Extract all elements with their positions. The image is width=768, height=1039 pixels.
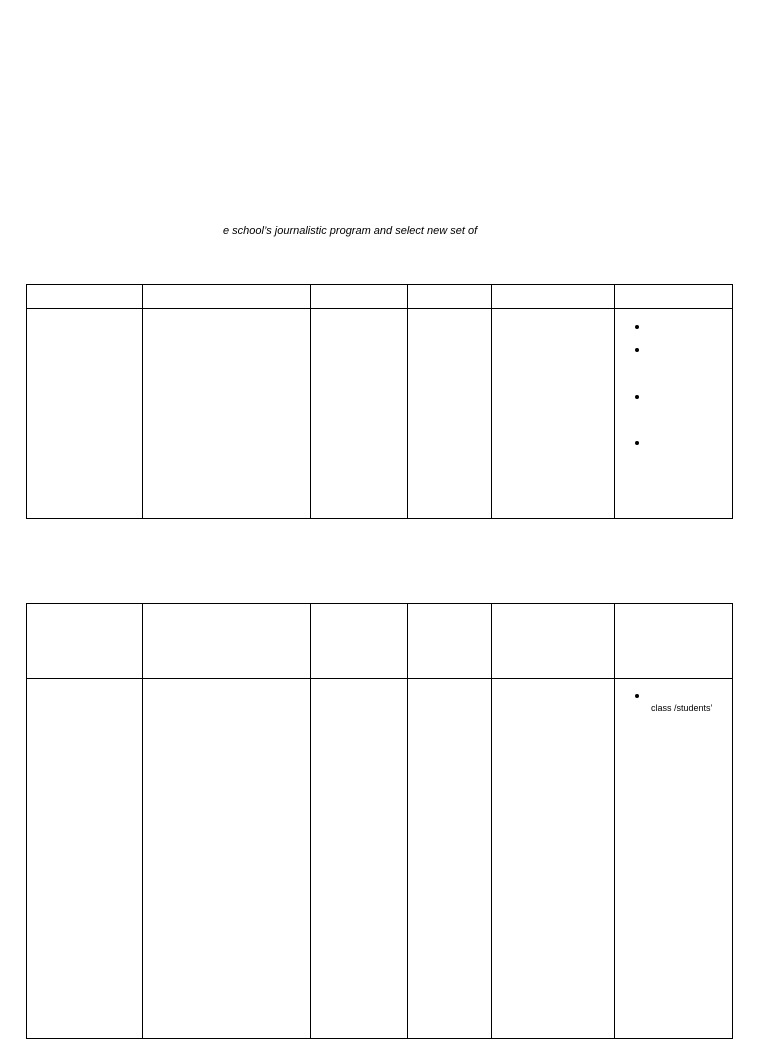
table-1-header-cell — [143, 285, 311, 309]
bullet-icon — [635, 441, 641, 447]
table-1-body-row — [27, 309, 733, 519]
table-1 — [26, 284, 733, 519]
table-1-body-cell — [143, 309, 311, 519]
intro-text: e school’s journalistic program and select new set of — [223, 225, 478, 237]
bullet-icon — [635, 325, 641, 331]
table-2-header-cell — [615, 604, 733, 679]
table-2-header-cell — [408, 604, 492, 679]
table-2-header-row — [27, 604, 733, 679]
bullet-icon — [635, 694, 641, 700]
table-1-bullet-cell — [615, 309, 733, 519]
table-1-header-cell — [27, 285, 143, 309]
table-1-body-cell — [408, 309, 492, 519]
cell-text: class /students’ — [651, 703, 713, 713]
bullet-icon — [635, 395, 641, 401]
table-2-body-cell — [143, 679, 311, 1039]
table-1-header-cell — [311, 285, 408, 309]
table-2-body-row — [27, 679, 733, 1039]
table-1-body-cell — [27, 309, 143, 519]
table-2-body-cell — [492, 679, 615, 1039]
table-2-header-cell — [492, 604, 615, 679]
table-2-header-cell — [143, 604, 311, 679]
table-2-header-cell — [311, 604, 408, 679]
table-2 — [26, 603, 733, 1039]
table-1-header-cell — [615, 285, 733, 309]
bullet-icon — [635, 348, 641, 354]
table-1-header-row — [27, 285, 733, 309]
table-2-body-cell — [311, 679, 408, 1039]
table-2-bullet-cell — [615, 679, 733, 1039]
table-2-header-cell — [27, 604, 143, 679]
table-2-body-cell — [27, 679, 143, 1039]
table-2-body-cell — [408, 679, 492, 1039]
table-1-header-cell — [408, 285, 492, 309]
table-1-header-cell — [492, 285, 615, 309]
table-1-body-cell — [311, 309, 408, 519]
table-1-body-cell — [492, 309, 615, 519]
